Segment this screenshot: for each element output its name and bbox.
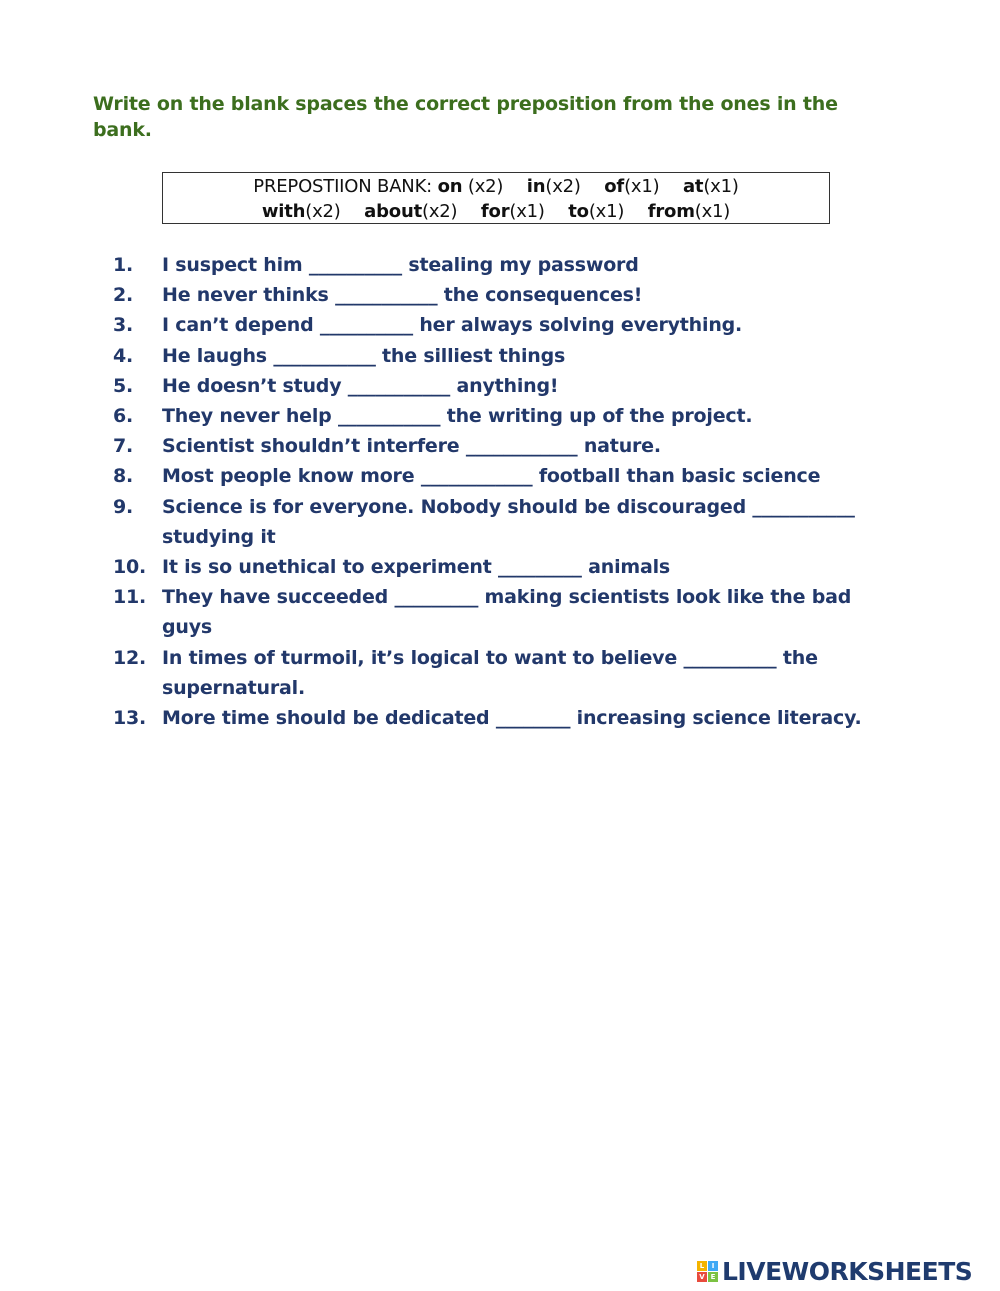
preposition-bank bbox=[162, 172, 830, 224]
list-item bbox=[113, 492, 903, 552]
bank-count: (x1) bbox=[703, 176, 739, 197]
bank-word: on bbox=[437, 176, 463, 197]
list-item bbox=[113, 250, 903, 280]
list-item bbox=[113, 431, 903, 461]
bank-word: at bbox=[682, 176, 704, 197]
question-text: They have succeeded _________ making scientists look like the bad guys bbox=[162, 586, 852, 639]
question-text: More time should be dedicated ________ increasing science literacy. bbox=[162, 707, 862, 730]
bank-row-2 bbox=[163, 199, 829, 224]
bank-count: (x2) bbox=[422, 201, 458, 222]
list-item bbox=[113, 643, 903, 703]
bank-count: (x2) bbox=[305, 201, 341, 222]
list-item bbox=[113, 703, 903, 733]
logo-mark-letter: V bbox=[697, 1272, 707, 1282]
question-text: He doesn’t study ___________ anything! bbox=[162, 374, 559, 397]
bank-word: from bbox=[647, 201, 695, 222]
question-text: Scientist shouldn’t interfere ____________ nature. bbox=[162, 435, 661, 458]
list-item bbox=[113, 371, 903, 401]
question-number: 12. bbox=[113, 646, 147, 669]
question-number: 4. bbox=[113, 344, 134, 367]
bank-row-1 bbox=[163, 174, 829, 199]
bank-count: (x2) bbox=[467, 176, 504, 197]
question-text: I suspect him __________ stealing my password bbox=[162, 254, 639, 276]
list-item bbox=[113, 280, 903, 310]
bank-count: (x1) bbox=[624, 176, 660, 197]
question-number: 2. bbox=[113, 284, 134, 307]
bank-word: to bbox=[568, 201, 589, 222]
question-number: 9. bbox=[113, 495, 134, 518]
bank-count: (x1) bbox=[509, 201, 545, 222]
question-text: Science is for everyone. Nobody should be discouraged ___________ studying it bbox=[162, 495, 855, 548]
bank-label: PREPOSTIION BANK: bbox=[253, 176, 433, 197]
question-text: He laughs ___________ the silliest things bbox=[162, 344, 566, 367]
question-text: In times of turmoil, it’s logical to want to believe __________ the supernatural. bbox=[162, 646, 818, 699]
question-number: 8. bbox=[113, 465, 134, 488]
logo-text: LIVEWORKSHEETS bbox=[722, 1256, 973, 1286]
question-number: 6. bbox=[113, 405, 134, 428]
question-text: I can’t depend __________ her always solving everything. bbox=[162, 314, 743, 337]
question-text: He never thinks ___________ the consequences! bbox=[162, 284, 643, 307]
question-number: 11. bbox=[113, 586, 147, 609]
liveworksheets-logo bbox=[697, 1255, 972, 1287]
logo-mark-letter: L bbox=[697, 1261, 707, 1271]
logo-mark-letter: E bbox=[708, 1272, 718, 1282]
list-item bbox=[113, 552, 903, 582]
bank-word: about bbox=[364, 201, 422, 222]
question-number: 7. bbox=[113, 435, 134, 458]
question-text: Most people know more ____________ football than basic science bbox=[162, 465, 821, 488]
logo-mark-icon bbox=[697, 1261, 718, 1282]
list-item bbox=[113, 461, 903, 491]
list-item bbox=[113, 310, 903, 340]
list-item bbox=[113, 582, 903, 642]
question-number: 3. bbox=[113, 314, 134, 337]
bank-count: (x1) bbox=[694, 201, 731, 222]
question-number: 1. bbox=[113, 254, 134, 276]
bank-word: for bbox=[480, 201, 510, 222]
list-item bbox=[113, 401, 903, 431]
bank-word: of bbox=[604, 176, 625, 197]
question-number: 5. bbox=[113, 374, 134, 397]
question-number: 10. bbox=[113, 556, 147, 579]
list-item bbox=[113, 341, 903, 371]
bank-count: (x2) bbox=[545, 176, 581, 197]
bank-word: in bbox=[526, 176, 546, 197]
question-text: They never help ___________ the writing up of the project. bbox=[162, 405, 753, 428]
logo-mark-letter: I bbox=[708, 1261, 718, 1271]
question-text: It is so unethical to experiment _________ animals bbox=[162, 556, 671, 579]
instructions-text: Write on the blank spaces the correct preposition from the ones in the bank. bbox=[93, 93, 838, 141]
bank-count: (x1) bbox=[588, 201, 625, 222]
bank-word: with bbox=[261, 201, 306, 222]
question-number: 13. bbox=[113, 707, 147, 730]
question-list bbox=[113, 250, 903, 733]
